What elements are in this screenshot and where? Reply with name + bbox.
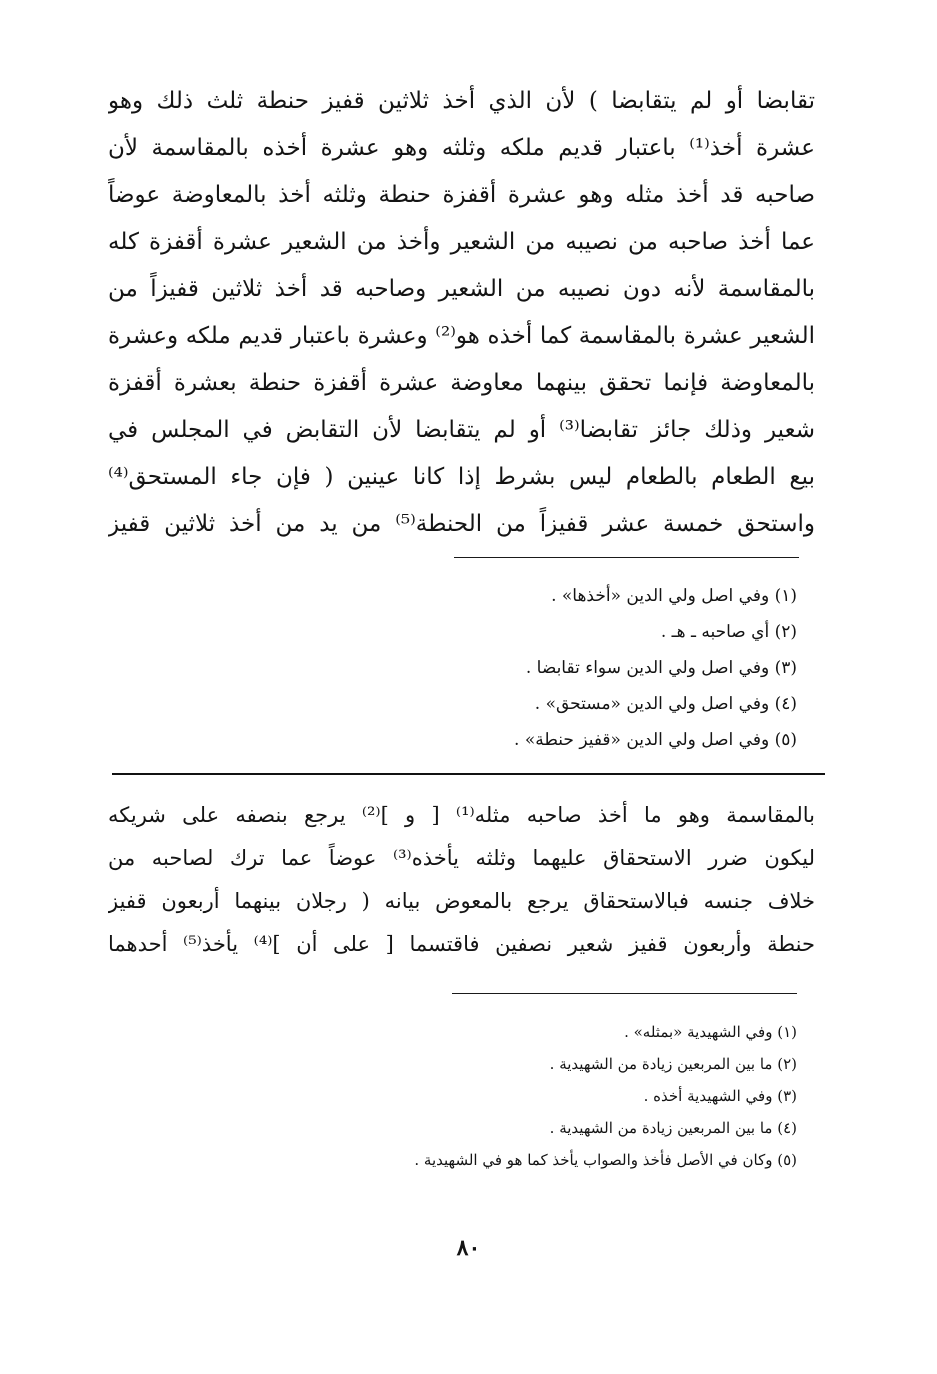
footnote-item: (٥) وكان في الأصل فأخذ والصواب يأخذ كما هو في الشهيدية .: [414, 1151, 797, 1169]
footnote-item: (٢) أي صاحبه ـ هـ .: [660, 622, 797, 642]
text-line: الشعير عشرة بالمقاسمة كما أخذه هو⁽²⁾ وعشرة باعتبار قديم ملكه وعشرة: [108, 323, 815, 349]
footnote-item: (٣) وفي اصل ولي الدين سواء تقابضا .: [525, 658, 797, 678]
text-line: ليكون ضرر الاستحقاق عليهما وثلثه يأخذه⁽³⁾ عوضاً عما ترك لصاحبه من: [108, 846, 815, 870]
section-divider: [112, 773, 825, 775]
footnote-item: (١) وفي اصل ولي الدين «أخذها» .: [551, 586, 797, 606]
text-line: حنطة وأربعون قفيز شعير نصفين فاقتسما [ على أن ]⁽⁴⁾ يأخذ⁽⁵⁾ أحدهما: [108, 932, 815, 956]
footnote-item: (٤) ما بين المربعين زيادة من الشهيدية .: [549, 1119, 797, 1137]
text-line: بيع الطعام بالطعام ليس بشرط إذا كانا عينين ( فإن جاء المستحق⁽⁴⁾: [108, 464, 815, 490]
main-text-block: [108, 78, 815, 548]
text-line: بالمقاسمة لأنه دون نصيبه من الشعير وصاحبه قد أخذ ثلاثين قفيزاً من: [108, 276, 815, 302]
text-line: بالمعاوضة فإنما تحقق بينهما معاوضة عشرة أقفزة حنطة بعشرة أقفزة: [108, 370, 815, 396]
text-line: صاحبه قد أخذ مثله وهو عشرة أقفزة حنطة وثلثه أخذ بالمعاوضة عوضاً: [108, 182, 815, 208]
text-line: شعير وذلك جائز تقابضا⁽³⁾ أو لم يتقابضا لأن التقابض في المجلس في: [108, 417, 815, 443]
text-line: عما أخذ صاحبه من نصيبه من الشعير وأخذ من الشعير عشرة أقفزة كله: [108, 229, 815, 255]
text-line: خلاف جنسه فبالاستحقاق يرجع بالمعوض بيانه ( رجلان بينهما أربعون قفيز: [108, 889, 815, 913]
text-line: واستحق خمسة عشر قفيزاً من الحنطة⁽⁵⁾ من يد من أخذ ثلاثين قفيز: [108, 511, 815, 537]
footnote-item: (٣) وفي الشهيدية أخذه .: [643, 1087, 797, 1105]
second-text-block: [108, 794, 815, 966]
footnote-item: (٢) ما بين المربعين زيادة من الشهيدية .: [549, 1055, 797, 1073]
text-line: بالمقاسمة وهو ما أخذ صاحبه مثله⁽¹⁾ [ و ]⁽²⁾ يرجع بنصفه على شريكه: [108, 803, 815, 827]
footnotes-block: [237, 578, 797, 758]
footnotes-block: [237, 1016, 797, 1176]
footnote-item: (١) وفي الشهيدية «بمثله» .: [624, 1023, 797, 1041]
footnote-item: (٤) وفي اصل ولي الدين «مستحق» .: [534, 694, 797, 714]
page-number: ٨٠: [456, 1235, 481, 1261]
footnote-separator: [454, 557, 799, 558]
footnote-item: (٥) وفي اصل ولي الدين «قفيز حنطة» .: [514, 730, 797, 750]
footnote-separator: [452, 993, 797, 994]
text-line: تقابضا أو لم يتقابضا ) لأن الذي أخذ ثلاثين قفيز حنطة ثلث ذلك وهو: [108, 88, 815, 114]
text-line: عشرة أخذ⁽¹⁾ باعتبار قديم ملكه وثلثه وهو عشرة أخذه بالمقاسمة لأن: [108, 135, 815, 161]
